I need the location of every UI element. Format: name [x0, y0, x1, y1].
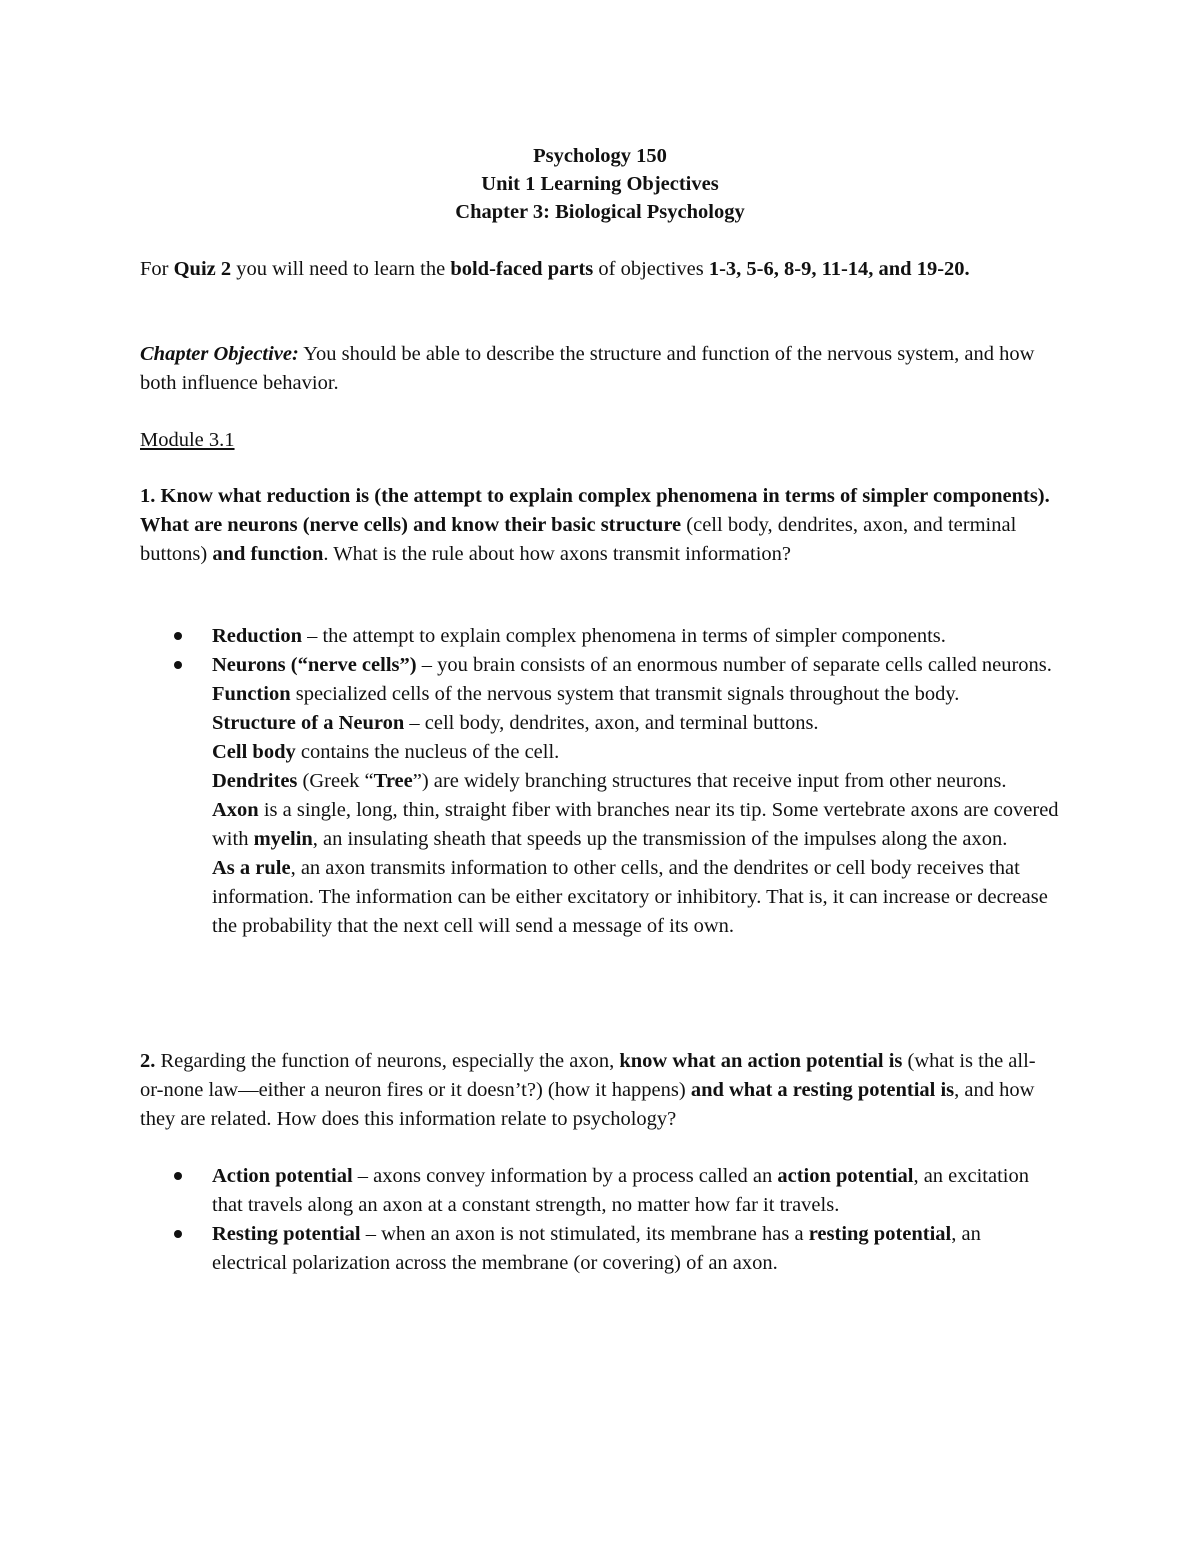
term: Action potential: [212, 1165, 353, 1187]
definition: contains the nucleus of the cell.: [295, 741, 560, 763]
definition: , an excitation that travels along an axon at a constant strength, no matter how far it travels.: [212, 1165, 1029, 1216]
definition: – the attempt to explain complex phenomena in terms of simpler components.: [301, 625, 946, 647]
term: Dendrites: [212, 770, 298, 792]
quiz-note-text: For: [140, 258, 174, 280]
objective-1-text: . What is the rule about how axons transmit information?: [323, 543, 792, 565]
term: Tree: [373, 770, 413, 792]
term: Axon: [212, 799, 259, 821]
objective-1-bullets: [140, 622, 1060, 941]
bullet-action-potential: [140, 1162, 1060, 1220]
objective-2-text: (what is the all-or-none law—either a neuron fires or it doesn’t?) (how it happens): [140, 1050, 1036, 1101]
objective-2-bold: and what a resting potential is: [690, 1079, 955, 1101]
objective-2-text: , and how they are related. How does this information relate to psychology?: [140, 1079, 1035, 1130]
objective-1: [140, 482, 1050, 569]
unit-title: Unit 1 Learning Objectives: [481, 173, 719, 195]
definition: , an insulating sheath that speeds up the transmission of the impulses along the axon.: [312, 828, 1008, 850]
term: resting potential: [808, 1223, 952, 1245]
definition: , an electrical polarization across the membrane (or covering) of an axon.: [212, 1223, 981, 1274]
bullet-icon: [174, 632, 182, 640]
bullet-neurons: [140, 651, 1060, 941]
bullet-resting-potential: [140, 1220, 1060, 1278]
module-heading: Module 3.1: [140, 429, 235, 451]
term: As a rule: [212, 857, 291, 879]
term: Function: [212, 683, 291, 705]
term: Cell body: [212, 741, 296, 763]
definition: – you brain consists of an enormous number of separate cells called neurons.: [416, 654, 1052, 676]
bullet-reduction: [140, 622, 1060, 651]
objective-1-bold: 1. Know what reduction is (the attempt to explain complex phenomena in terms of simpler components). What are neurons (nerve cells) and know their basic structure: [140, 485, 1050, 536]
quiz-note-text: of objectives: [593, 258, 709, 280]
chapter-objective: [140, 340, 1050, 398]
chapter-title: Chapter 3: Biological Psychology: [455, 201, 745, 223]
term: Structure of a Neuron: [212, 712, 405, 734]
definition: specialized cells of the nervous system that transmit signals throughout the body.: [290, 683, 960, 705]
objective-1-text: (cell body, dendrites, axon, and terminal buttons): [140, 514, 1017, 565]
bullet-icon: [174, 1230, 182, 1238]
course-title: Psychology 150: [533, 145, 667, 167]
quiz-note-text: you will need to learn the: [231, 258, 451, 280]
objective-2: [140, 1047, 1050, 1134]
objective-2-number: 2.: [140, 1050, 156, 1072]
term: action potential: [777, 1165, 914, 1187]
definition: ”) are widely branching structures that receive input from other neurons.: [412, 770, 1007, 792]
term: Resting potential: [212, 1223, 361, 1245]
definition: is a single, long, thin, straight fiber with branches near its tip. Some vertebrate axons are covered with: [212, 799, 1059, 850]
quiz-note: [140, 255, 1050, 284]
chapter-objective-label: Chapter Objective:: [140, 343, 299, 365]
term: Reduction: [212, 625, 302, 647]
definition: , an axon transmits information to other cells, and the dendrites or cell body receives that information. The information can be either excitatory or inhibitory. That is, it can increase or decrease the probability that the next cell will send a message of its own.: [212, 857, 1048, 937]
definition: – cell body, dendrites, axon, and terminal buttons.: [404, 712, 819, 734]
definition: – axons convey information by a process called an: [352, 1165, 778, 1187]
objective-2-bullets: [140, 1162, 1060, 1278]
objective-1-bold: and function: [212, 543, 324, 565]
term: Neurons (“nerve cells”): [212, 654, 417, 676]
definition: – when an axon is not stimulated, its membrane has a: [360, 1223, 809, 1245]
bullet-icon: [174, 1172, 182, 1180]
term: myelin: [253, 828, 313, 850]
objective-numbers: 1-3, 5-6, 8-9, 11-14, and 19-20.: [708, 258, 970, 280]
objective-2-bold: know what an action potential is: [619, 1050, 903, 1072]
chapter-objective-text: You should be able to describe the structure and function of the nervous system, and how both influence behavior.: [140, 343, 1035, 394]
bold-faced-phrase: bold-faced parts: [450, 258, 594, 280]
bullet-icon: [174, 661, 182, 669]
quiz-name: Quiz 2: [173, 258, 232, 280]
objective-2-text: Regarding the function of neurons, especially the axon,: [155, 1050, 620, 1072]
definition: (Greek “: [297, 770, 374, 792]
